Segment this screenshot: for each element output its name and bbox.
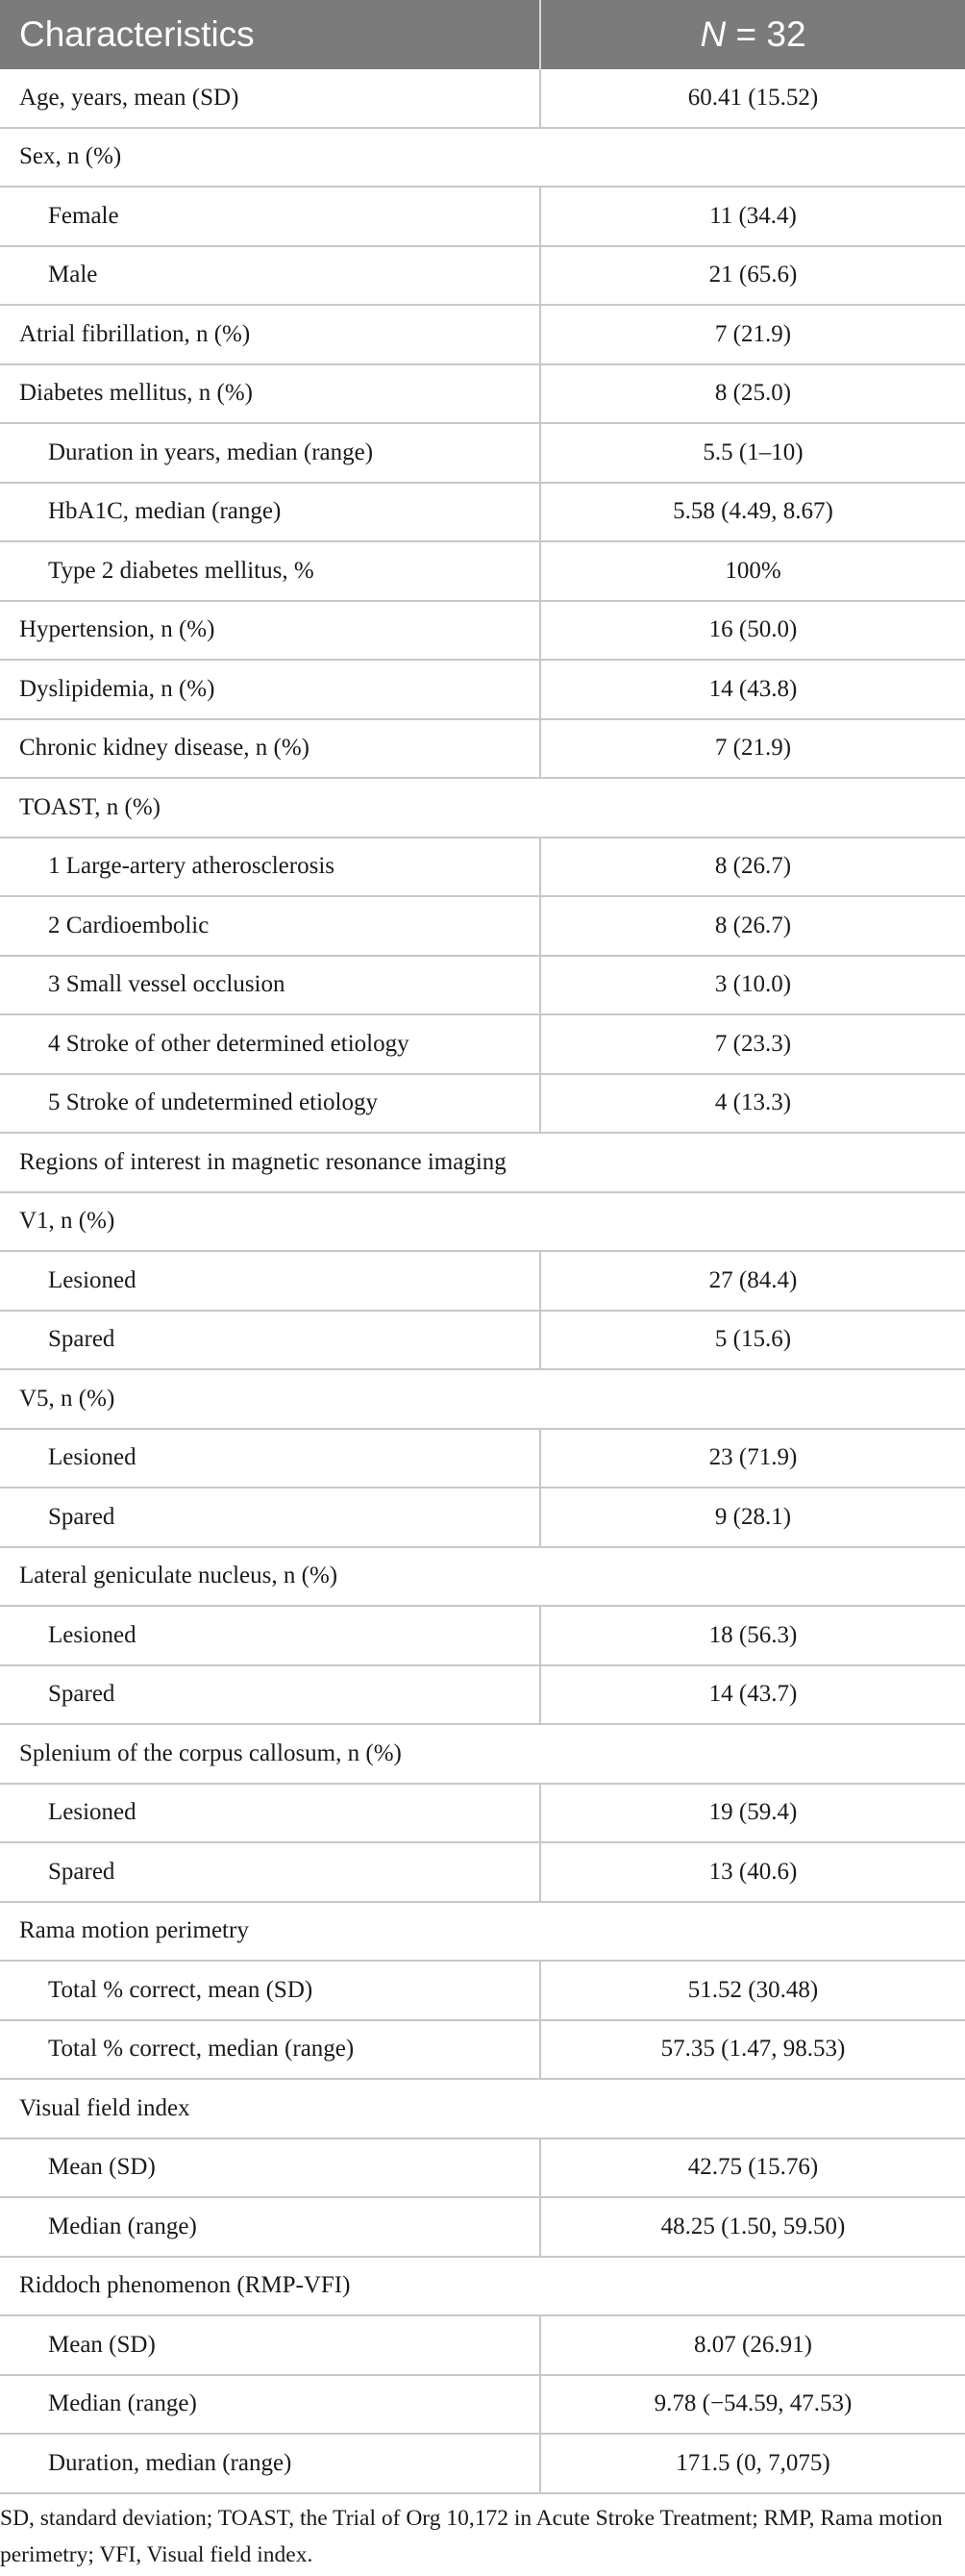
row-value: 7 (23.3) (540, 1014, 965, 1074)
table-row (0, 305, 965, 364)
row-label: Lesioned (0, 1429, 540, 1488)
table-row (0, 1606, 965, 1665)
row-label: Visual field index (0, 2079, 965, 2138)
row-value: 8 (26.7) (540, 838, 965, 897)
row-label: Rama motion perimetry (0, 1902, 965, 1962)
row-label: Spared (0, 1311, 540, 1370)
row-label: V5, n (%) (0, 1369, 965, 1429)
row-label: Lesioned (0, 1251, 540, 1311)
header-n-value: = 32 (726, 14, 806, 54)
row-value: 9 (28.1) (540, 1488, 965, 1547)
row-value: 27 (84.4) (540, 1251, 965, 1311)
table-row (0, 2434, 965, 2493)
table-row (0, 1429, 965, 1488)
row-value: 48.25 (1.50, 59.50) (540, 2197, 965, 2257)
table-row (0, 1074, 965, 1134)
table-row (0, 896, 965, 956)
row-value: 9.78 (−54.59, 47.53) (540, 2375, 965, 2435)
row-label: Duration in years, median (range) (0, 423, 540, 483)
table-row (0, 1311, 965, 1370)
row-label: Total % correct, mean (SD) (0, 1961, 540, 2020)
row-value: 7 (21.9) (540, 719, 965, 779)
row-value: 8.07 (26.91) (540, 2315, 965, 2375)
row-label: Sex, n (%) (0, 128, 965, 188)
row-label: Dyslipidemia, n (%) (0, 660, 540, 719)
row-label: 1 Large-artery atherosclerosis (0, 838, 540, 897)
section-row (0, 1724, 965, 1784)
header-row (0, 0, 965, 69)
section-row (0, 1192, 965, 1252)
table-row (0, 1488, 965, 1547)
row-label: Female (0, 187, 540, 246)
row-label: Lateral geniculate nucleus, n (%) (0, 1547, 965, 1607)
row-label: Spared (0, 1842, 540, 1902)
section-row (0, 778, 965, 838)
header-characteristics: Characteristics (0, 0, 540, 69)
row-label: Spared (0, 1488, 540, 1547)
table-row (0, 483, 965, 542)
table-row (0, 246, 965, 306)
row-label: Male (0, 246, 540, 306)
row-value: 18 (56.3) (540, 1606, 965, 1665)
row-value: 23 (71.9) (540, 1429, 965, 1488)
row-label: Type 2 diabetes mellitus, % (0, 541, 540, 601)
table-row (0, 1842, 965, 1902)
table-header (0, 0, 965, 69)
row-value: 14 (43.8) (540, 660, 965, 719)
header-sample-size (540, 0, 965, 69)
row-value: 16 (50.0) (540, 601, 965, 661)
table-row (0, 719, 965, 779)
table-row (0, 2020, 965, 2080)
section-row (0, 128, 965, 188)
section-row (0, 1902, 965, 1962)
row-label: Median (range) (0, 2197, 540, 2257)
row-label: Spared (0, 1665, 540, 1725)
table-row (0, 187, 965, 246)
row-value: 5.58 (4.49, 8.67) (540, 483, 965, 542)
row-value: 5 (15.6) (540, 1311, 965, 1370)
row-label: 5 Stroke of undetermined etiology (0, 1074, 540, 1134)
table-row (0, 1251, 965, 1311)
row-value: 100% (540, 541, 965, 601)
row-label: HbA1C, median (range) (0, 483, 540, 542)
row-label: Total % correct, median (range) (0, 2020, 540, 2080)
row-value: 7 (21.9) (540, 305, 965, 364)
table-row (0, 1784, 965, 1843)
row-value: 11 (34.4) (540, 187, 965, 246)
row-value: 13 (40.6) (540, 1842, 965, 1902)
row-value: 19 (59.4) (540, 1784, 965, 1843)
header-n-symbol: N (700, 14, 727, 54)
table-row (0, 1014, 965, 1074)
section-row (0, 1547, 965, 1607)
row-label: Chronic kidney disease, n (%) (0, 719, 540, 779)
row-label: Mean (SD) (0, 2138, 540, 2198)
section-row (0, 2257, 965, 2316)
row-label: Hypertension, n (%) (0, 601, 540, 661)
table-row (0, 364, 965, 424)
table-row (0, 601, 965, 661)
row-label: Splenium of the corpus callosum, n (%) (0, 1724, 965, 1784)
table-row (0, 2375, 965, 2435)
row-label: Regions of interest in magnetic resonance imaging (0, 1133, 965, 1192)
section-row (0, 1133, 965, 1192)
row-label: Duration, median (range) (0, 2434, 540, 2493)
row-label: Diabetes mellitus, n (%) (0, 364, 540, 424)
row-label: Atrial fibrillation, n (%) (0, 305, 540, 364)
table-row (0, 660, 965, 719)
row-value: 14 (43.7) (540, 1665, 965, 1725)
section-row (0, 2079, 965, 2138)
row-value: 42.75 (15.76) (540, 2138, 965, 2198)
table-row (0, 1961, 965, 2020)
row-label: Lesioned (0, 1784, 540, 1843)
row-label: Mean (SD) (0, 2315, 540, 2375)
row-label: Riddoch phenomenon (RMP-VFI) (0, 2257, 965, 2316)
row-value: 8 (26.7) (540, 896, 965, 956)
row-label: 2 Cardioembolic (0, 896, 540, 956)
row-label: V1, n (%) (0, 1192, 965, 1252)
row-value: 171.5 (0, 7,075) (540, 2434, 965, 2493)
row-value: 4 (13.3) (540, 1074, 965, 1134)
row-value: 8 (25.0) (540, 364, 965, 424)
row-value: 21 (65.6) (540, 246, 965, 306)
row-value: 5.5 (1–10) (540, 423, 965, 483)
row-label: 4 Stroke of other determined etiology (0, 1014, 540, 1074)
table-body (0, 69, 965, 2493)
table-row (0, 2197, 965, 2257)
row-value: 60.41 (15.52) (540, 69, 965, 128)
table-row (0, 2138, 965, 2198)
table-row (0, 423, 965, 483)
row-label: Median (range) (0, 2375, 540, 2435)
row-value: 57.35 (1.47, 98.53) (540, 2020, 965, 2080)
section-row (0, 1369, 965, 1429)
row-value: 3 (10.0) (540, 956, 965, 1015)
table-row (0, 541, 965, 601)
row-label: TOAST, n (%) (0, 778, 965, 838)
table-row (0, 2315, 965, 2375)
row-label: Lesioned (0, 1606, 540, 1665)
table-footnote: SD, standard deviation; TOAST, the Trial of Org 10,172 in Acute Stroke Treatment; RMP, Rama motion perimetry; VFI, Visual field index. (0, 2505, 943, 2567)
table-row (0, 838, 965, 897)
row-value: 51.52 (30.48) (540, 1961, 965, 2020)
row-label: Age, years, mean (SD) (0, 69, 540, 128)
row-label: 3 Small vessel occlusion (0, 956, 540, 1015)
table-row (0, 1665, 965, 1725)
table-row (0, 69, 965, 128)
table-row (0, 956, 965, 1015)
